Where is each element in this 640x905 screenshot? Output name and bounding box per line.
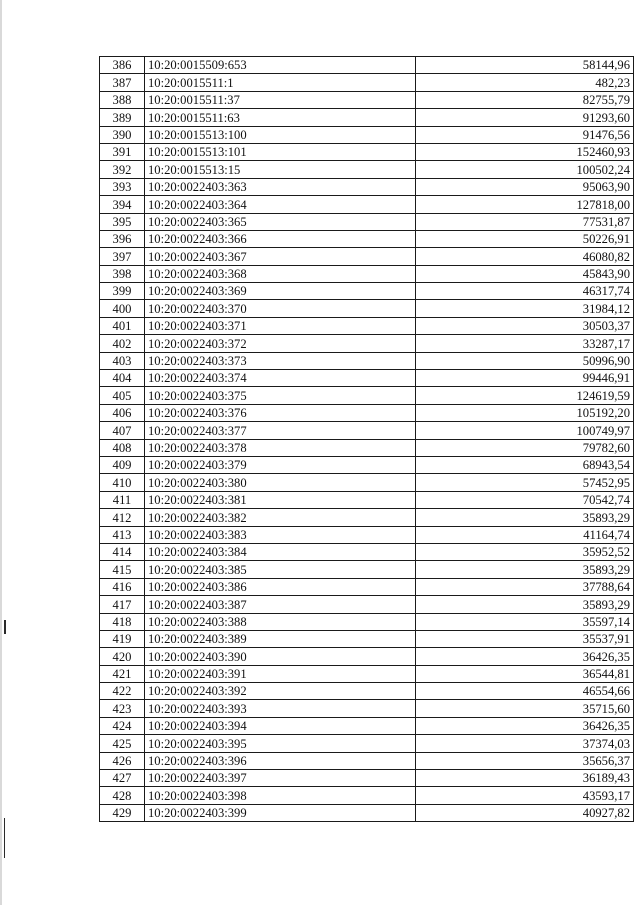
table-row <box>100 509 634 526</box>
scan-margin-mark <box>4 818 5 858</box>
table-row <box>100 787 634 804</box>
table-row <box>100 335 634 352</box>
table-row <box>100 126 634 143</box>
table-row <box>100 596 634 613</box>
table-row <box>100 352 634 369</box>
table-row <box>100 439 634 456</box>
table-row <box>100 230 634 247</box>
row-number-cell: 410 <box>100 474 145 491</box>
value-cell: 57452,95 <box>416 474 634 491</box>
row-number-cell: 412 <box>100 509 145 526</box>
row-number-cell: 403 <box>100 352 145 369</box>
value-cell: 36426,35 <box>416 648 634 665</box>
cadastral-number-cell: 10:20:0022403:369 <box>145 283 416 300</box>
table-row <box>100 143 634 160</box>
row-number-cell: 417 <box>100 596 145 613</box>
value-cell: 91476,56 <box>416 126 634 143</box>
table-row <box>100 474 634 491</box>
value-cell: 43593,17 <box>416 787 634 804</box>
value-cell: 31984,12 <box>416 300 634 317</box>
value-cell: 100502,24 <box>416 161 634 178</box>
row-number-cell: 409 <box>100 456 145 473</box>
cadastral-number-cell: 10:20:0022403:390 <box>145 648 416 665</box>
table-row <box>100 717 634 734</box>
row-number-cell: 388 <box>100 91 145 108</box>
cadastral-number-cell: 10:20:0015511:37 <box>145 91 416 108</box>
cadastral-number-cell: 10:20:0022403:366 <box>145 230 416 247</box>
table-row <box>100 283 634 300</box>
value-cell: 35597,14 <box>416 613 634 630</box>
row-number-cell: 415 <box>100 561 145 578</box>
value-cell: 35893,29 <box>416 596 634 613</box>
table-row <box>100 665 634 682</box>
cadastral-number-cell: 10:20:0022403:384 <box>145 543 416 560</box>
scan-margin-mark <box>4 620 6 634</box>
row-number-cell: 418 <box>100 613 145 630</box>
row-number-cell: 397 <box>100 248 145 265</box>
row-number-cell: 394 <box>100 196 145 213</box>
cadastral-number-cell: 10:20:0022403:392 <box>145 683 416 700</box>
cadastral-number-cell: 10:20:0022403:394 <box>145 717 416 734</box>
table-row <box>100 178 634 195</box>
cadastral-number-cell: 10:20:0015511:1 <box>145 74 416 91</box>
row-number-cell: 391 <box>100 143 145 160</box>
cadastral-number-cell: 10:20:0022403:396 <box>145 752 416 769</box>
cadastral-number-cell: 10:20:0022403:378 <box>145 439 416 456</box>
row-number-cell: 407 <box>100 422 145 439</box>
table-row <box>100 613 634 630</box>
value-cell: 50996,90 <box>416 352 634 369</box>
row-number-cell: 426 <box>100 752 145 769</box>
table-row <box>100 91 634 108</box>
value-cell: 40927,82 <box>416 804 634 821</box>
cadastral-number-cell: 10:20:0022403:397 <box>145 770 416 787</box>
cadastral-number-cell: 10:20:0022403:385 <box>145 561 416 578</box>
table-row <box>100 561 634 578</box>
cadastral-number-cell: 10:20:0022403:398 <box>145 787 416 804</box>
value-cell: 58144,96 <box>416 57 634 74</box>
value-cell: 36426,35 <box>416 717 634 734</box>
cadastral-number-cell: 10:20:0022403:365 <box>145 213 416 230</box>
value-cell: 46554,66 <box>416 683 634 700</box>
row-number-cell: 422 <box>100 683 145 700</box>
value-cell: 105192,20 <box>416 404 634 421</box>
table-row <box>100 57 634 74</box>
table-row <box>100 630 634 647</box>
registry-table-container <box>99 56 634 822</box>
table-row <box>100 265 634 282</box>
value-cell: 35952,52 <box>416 543 634 560</box>
value-cell: 70542,74 <box>416 491 634 508</box>
table-row <box>100 196 634 213</box>
cadastral-number-cell: 10:20:0022403:382 <box>145 509 416 526</box>
row-number-cell: 399 <box>100 283 145 300</box>
table-row <box>100 161 634 178</box>
table-row <box>100 752 634 769</box>
row-number-cell: 393 <box>100 178 145 195</box>
row-number-cell: 419 <box>100 630 145 647</box>
row-number-cell: 387 <box>100 74 145 91</box>
row-number-cell: 427 <box>100 770 145 787</box>
value-cell: 127818,00 <box>416 196 634 213</box>
cadastral-number-cell: 10:20:0015509:653 <box>145 57 416 74</box>
cadastral-number-cell: 10:20:0015513:101 <box>145 143 416 160</box>
cadastral-number-cell: 10:20:0022403:368 <box>145 265 416 282</box>
table-row <box>100 404 634 421</box>
cadastral-number-cell: 10:20:0022403:376 <box>145 404 416 421</box>
table-row <box>100 317 634 334</box>
table-row <box>100 735 634 752</box>
value-cell: 482,23 <box>416 74 634 91</box>
row-number-cell: 392 <box>100 161 145 178</box>
table-row <box>100 770 634 787</box>
value-cell: 30503,37 <box>416 317 634 334</box>
value-cell: 33287,17 <box>416 335 634 352</box>
row-number-cell: 428 <box>100 787 145 804</box>
table-row <box>100 456 634 473</box>
row-number-cell: 390 <box>100 126 145 143</box>
cadastral-number-cell: 10:20:0022403:367 <box>145 248 416 265</box>
value-cell: 68943,54 <box>416 456 634 473</box>
table-body <box>100 57 634 822</box>
table-row <box>100 804 634 821</box>
row-number-cell: 398 <box>100 265 145 282</box>
cadastral-number-cell: 10:20:0022403:372 <box>145 335 416 352</box>
row-number-cell: 396 <box>100 230 145 247</box>
cadastral-number-cell: 10:20:0022403:364 <box>145 196 416 213</box>
value-cell: 36189,43 <box>416 770 634 787</box>
cadastral-value-table <box>99 56 634 822</box>
row-number-cell: 402 <box>100 335 145 352</box>
cadastral-number-cell: 10:20:0022403:379 <box>145 456 416 473</box>
table-row <box>100 491 634 508</box>
row-number-cell: 400 <box>100 300 145 317</box>
page-left-edge <box>0 0 2 905</box>
row-number-cell: 429 <box>100 804 145 821</box>
cadastral-number-cell: 10:20:0022403:377 <box>145 422 416 439</box>
cadastral-number-cell: 10:20:0022403:381 <box>145 491 416 508</box>
cadastral-number-cell: 10:20:0015513:15 <box>145 161 416 178</box>
row-number-cell: 408 <box>100 439 145 456</box>
table-row <box>100 300 634 317</box>
table-row <box>100 683 634 700</box>
row-number-cell: 423 <box>100 700 145 717</box>
value-cell: 152460,93 <box>416 143 634 160</box>
value-cell: 50226,91 <box>416 230 634 247</box>
cadastral-number-cell: 10:20:0022403:373 <box>145 352 416 369</box>
value-cell: 35656,37 <box>416 752 634 769</box>
row-number-cell: 404 <box>100 370 145 387</box>
row-number-cell: 405 <box>100 387 145 404</box>
row-number-cell: 389 <box>100 109 145 126</box>
cadastral-number-cell: 10:20:0022403:388 <box>145 613 416 630</box>
value-cell: 77531,87 <box>416 213 634 230</box>
value-cell: 82755,79 <box>416 91 634 108</box>
row-number-cell: 416 <box>100 578 145 595</box>
cadastral-number-cell: 10:20:0022403:399 <box>145 804 416 821</box>
value-cell: 46317,74 <box>416 283 634 300</box>
value-cell: 124619,59 <box>416 387 634 404</box>
table-row <box>100 422 634 439</box>
table-row <box>100 648 634 665</box>
value-cell: 91293,60 <box>416 109 634 126</box>
cadastral-number-cell: 10:20:0022403:370 <box>145 300 416 317</box>
cadastral-number-cell: 10:20:0022403:371 <box>145 317 416 334</box>
value-cell: 41164,74 <box>416 526 634 543</box>
value-cell: 99446,91 <box>416 370 634 387</box>
table-row <box>100 109 634 126</box>
row-number-cell: 425 <box>100 735 145 752</box>
table-row <box>100 578 634 595</box>
table-row <box>100 387 634 404</box>
row-number-cell: 401 <box>100 317 145 334</box>
cadastral-number-cell: 10:20:0022403:380 <box>145 474 416 491</box>
value-cell: 35893,29 <box>416 561 634 578</box>
cadastral-number-cell: 10:20:0022403:363 <box>145 178 416 195</box>
table-row <box>100 74 634 91</box>
row-number-cell: 411 <box>100 491 145 508</box>
value-cell: 46080,82 <box>416 248 634 265</box>
table-row <box>100 700 634 717</box>
row-number-cell: 421 <box>100 665 145 682</box>
table-row <box>100 543 634 560</box>
cadastral-number-cell: 10:20:0015513:100 <box>145 126 416 143</box>
cadastral-number-cell: 10:20:0022403:383 <box>145 526 416 543</box>
cadastral-number-cell: 10:20:0022403:375 <box>145 387 416 404</box>
value-cell: 37788,64 <box>416 578 634 595</box>
row-number-cell: 395 <box>100 213 145 230</box>
table-row <box>100 248 634 265</box>
value-cell: 100749,97 <box>416 422 634 439</box>
row-number-cell: 414 <box>100 543 145 560</box>
cadastral-number-cell: 10:20:0022403:391 <box>145 665 416 682</box>
cadastral-number-cell: 10:20:0022403:387 <box>145 596 416 613</box>
row-number-cell: 420 <box>100 648 145 665</box>
value-cell: 37374,03 <box>416 735 634 752</box>
cadastral-number-cell: 10:20:0022403:389 <box>145 630 416 647</box>
value-cell: 45843,90 <box>416 265 634 282</box>
row-number-cell: 424 <box>100 717 145 734</box>
table-row <box>100 213 634 230</box>
value-cell: 35893,29 <box>416 509 634 526</box>
cadastral-number-cell: 10:20:0022403:395 <box>145 735 416 752</box>
table-row <box>100 526 634 543</box>
cadastral-number-cell: 10:20:0015511:63 <box>145 109 416 126</box>
table-row <box>100 370 634 387</box>
row-number-cell: 413 <box>100 526 145 543</box>
row-number-cell: 406 <box>100 404 145 421</box>
value-cell: 36544,81 <box>416 665 634 682</box>
cadastral-number-cell: 10:20:0022403:374 <box>145 370 416 387</box>
row-number-cell: 386 <box>100 57 145 74</box>
cadastral-number-cell: 10:20:0022403:386 <box>145 578 416 595</box>
cadastral-number-cell: 10:20:0022403:393 <box>145 700 416 717</box>
value-cell: 79782,60 <box>416 439 634 456</box>
value-cell: 35715,60 <box>416 700 634 717</box>
value-cell: 95063,90 <box>416 178 634 195</box>
value-cell: 35537,91 <box>416 630 634 647</box>
